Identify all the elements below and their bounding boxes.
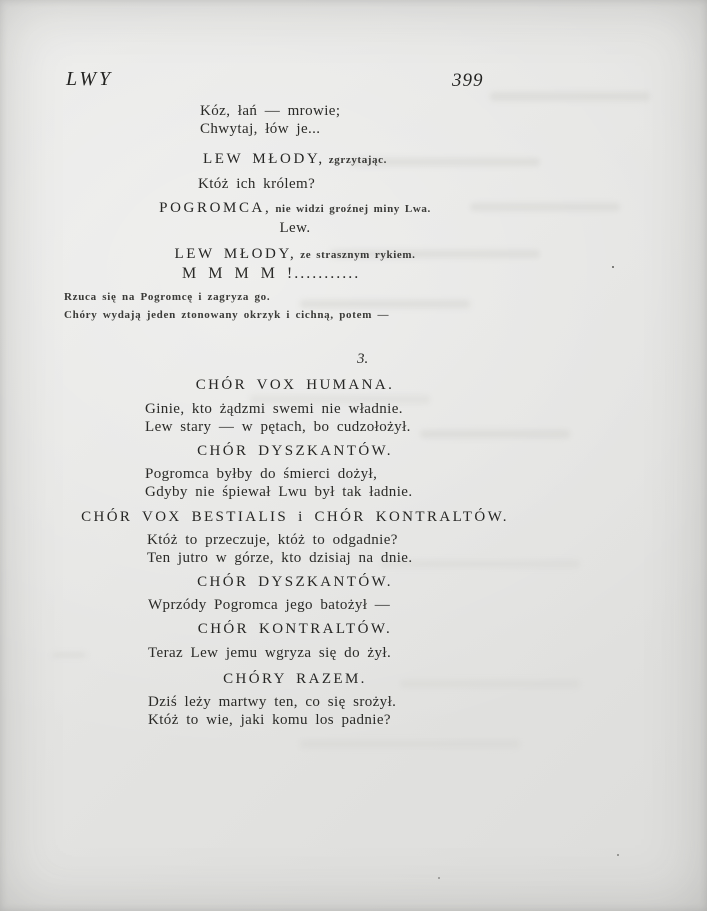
chorus-heading: CHÓR DYSZKANTÓW. [197,574,393,590]
verse-line: Wprzódy Pogromca jego batożył — [148,597,391,613]
running-title: LWY [66,68,114,90]
chorus-heading: CHÓRY RAZEM. [223,671,367,687]
verse-line: Dziś leży martwy ten, co się srożył. [148,694,397,710]
verse-line: Pogromca byłby do śmierci dożył, [145,466,378,482]
verse-line: Ginie, kto żądzmi swemi nie władnie. [145,401,403,417]
speaker-name: LEW MŁODY, [174,246,297,262]
speaker-stage-note: ze strasznym rykiem. [300,249,416,261]
chorus-heading: CHÓR VOX HUMANA. [195,377,395,393]
verse-line: Któż to wie, jaki komu los padnie? [148,712,391,728]
dialogue-line: M M M M !........... [182,265,361,282]
stage-direction: Chóry wydają jeden ztonowany okrzyk i cichną, potem — [64,309,390,321]
speaker-line [0,245,590,263]
verse-line: Lew stary — w pętach, bo cudzołożył. [145,419,411,435]
stage-direction: Rzuca się na Pogromcę i zagryza go. [64,291,271,303]
dust-speck [617,854,619,856]
verse-line: Któż to przeczuje, któż to odgadnie? [147,532,398,548]
bleed-through-ghost [300,300,470,308]
verse-line: Ten jutro w górze, kto dzisiaj na dnie. [147,550,413,566]
dust-speck [612,266,614,268]
dust-speck [438,877,440,879]
bleed-through-ghost [300,740,520,748]
bleed-through-ghost [420,430,570,438]
speaker-name: POGROMCA, [159,200,272,216]
verse-line: Chwytaj, łów je... [200,121,321,137]
dialogue-line: Któż ich królem? [198,176,316,192]
speaker-line [0,199,590,217]
speaker-stage-note: zgrzytając. [328,154,387,166]
speaker-stage-note: nie widzi groźnej miny Lwa. [275,203,431,215]
page-number: 399 [452,70,484,91]
chorus-heading: CHÓR VOX BESTIALIS i CHÓR KONTRALTÓW. [81,509,509,525]
bleed-through-ghost [490,92,650,101]
dialogue-line: Lew. [279,220,311,236]
verse-line: Gdyby nie śpiewał Lwu był tak ładnie. [145,484,413,500]
verse-line: Kóz, łań — mrowie; [200,103,341,119]
verse-line: Teraz Lew jemu wgryza się do żył. [148,645,392,661]
speaker-name: LEW MŁODY, [203,151,325,167]
chorus-heading: CHÓR DYSZKANTÓW. [197,443,393,459]
speaker-line [0,150,590,168]
section-number: 3. [357,351,369,367]
chorus-heading: CHÓR KONTRALTÓW. [197,621,393,637]
scan-scratch [52,653,86,657]
